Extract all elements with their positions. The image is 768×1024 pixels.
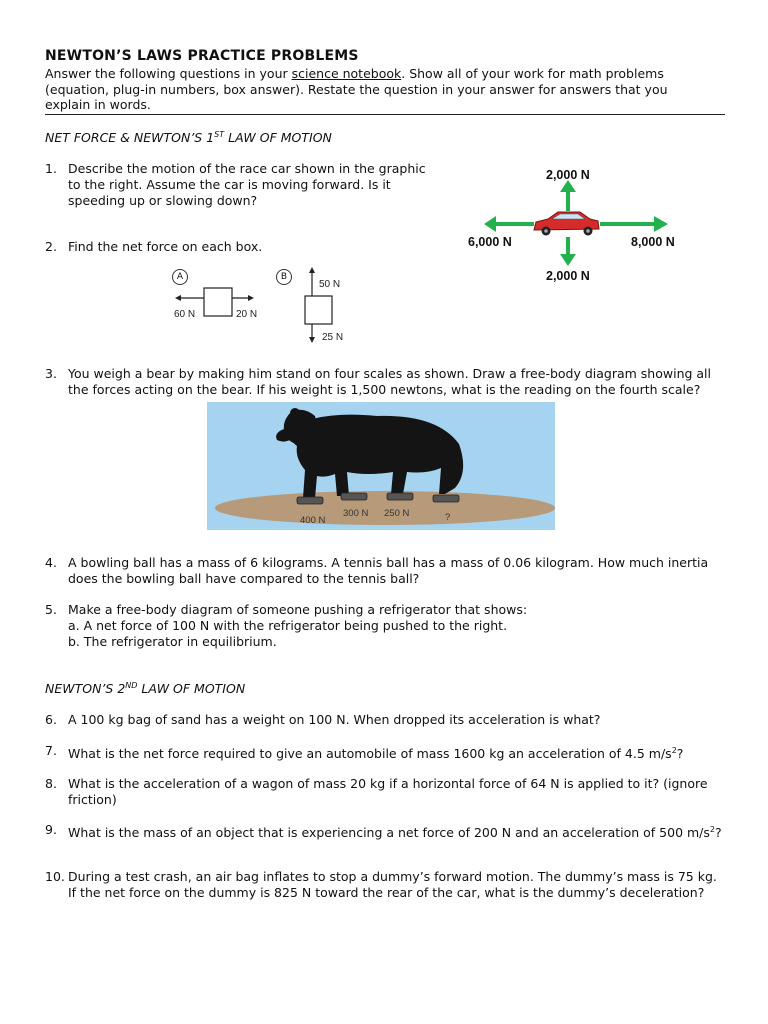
instructions-text-start: Answer the following questions in your <box>45 66 292 81</box>
question-9-text: What is the mass of an object that is experiencing a net force of 200 N and an acceleration of 500 m/s <box>68 825 710 841</box>
question-number: 10. <box>45 869 65 884</box>
page-title: NEWTON’S LAWS PRACTICE PROBLEMS <box>45 48 359 64</box>
question-5-line-1: Make a free-body diagram of someone pushing a refrigerator that shows: <box>68 602 528 617</box>
race-car-icon <box>534 212 599 236</box>
question-7 <box>45 743 725 762</box>
question-5 <box>45 602 725 650</box>
question-text: A bowling ball has a mass of 6 kilograms. A tennis ball has a mass of 0.06 kilogram. How much inertia does the bowling ball have compared to the tennis ball? <box>68 555 709 586</box>
instructions <box>45 66 715 113</box>
box-b-up-force: 50 N <box>319 279 341 290</box>
arrow-left-icon <box>484 216 534 232</box>
question-1 <box>45 161 440 209</box>
section-heading-end: LAW OF MOTION <box>137 681 246 697</box>
arrow-right-icon <box>600 216 668 232</box>
section-heading-end: LAW OF MOTION <box>224 130 332 146</box>
force-left-label: 6,000 N <box>468 235 512 249</box>
question-text: You weigh a bear by making him stand on four scales as shown. Draw a free-body diagram showing all the forces acting on the bear. If his weight is 1,500 newtons, what is the reading on the fourth scale? <box>68 366 712 397</box>
bear-on-scales-image <box>207 402 555 530</box>
section-heading-text: NEWTON’S 2 <box>45 681 126 697</box>
question-text: Describe the motion of the race car shown in the graphic to the right. Assume the car is moving forward. Is it speeding up or slowing down? <box>68 161 426 208</box>
bear-icon <box>276 408 463 498</box>
section-heading-sup: ND <box>125 681 138 690</box>
question-number: 9. <box>45 822 57 837</box>
question-7-end: ? <box>676 746 684 762</box>
box-a-marker: A <box>172 269 188 285</box>
force-down-label: 2,000 N <box>546 269 590 283</box>
scale-2-reading: 300 N <box>343 508 369 519</box>
question-5-line-3: b. The refrigerator in equilibrium. <box>68 634 277 649</box>
question-number: 1. <box>45 161 57 176</box>
section-heading-first-law <box>45 130 332 145</box>
question-2 <box>45 239 445 255</box>
question-number: 4. <box>45 555 57 570</box>
box-a-right-force: 20 N <box>236 309 258 320</box>
scale-1-reading: 400 N <box>300 515 326 526</box>
question-text <box>68 602 725 650</box>
question-text <box>68 743 725 762</box>
divider-line <box>45 114 725 115</box>
question-number: 2. <box>45 239 57 254</box>
question-text: Find the net force on each box. <box>68 239 263 254</box>
arrow-up-icon <box>560 180 576 211</box>
question-number: 6. <box>45 712 57 727</box>
question-number: 5. <box>45 602 57 617</box>
question-3 <box>45 366 725 398</box>
question-7-sup: 2 <box>671 746 677 755</box>
question-text <box>68 822 725 841</box>
question-number: 7. <box>45 743 57 758</box>
box-b-down-force: 25 N <box>322 332 344 343</box>
question-text: During a test crash, an air bag inflates to stop a dummy’s forward motion. The dummy’s mass is 75 kg. If the net force on the dummy is 825 N toward the rear of the car, what is the dummy’s deceleration? <box>68 869 717 900</box>
box-a-left-force: 60 N <box>174 309 196 320</box>
question-6 <box>45 712 725 728</box>
scale-4-reading: ? <box>445 512 451 523</box>
question-5-line-2: a. A net force of 100 N with the refrigerator being pushed to the right. <box>68 618 508 633</box>
question-text: What is the acceleration of a wagon of mass 20 kg if a horizontal force of 64 N is applied to it? (ignore friction) <box>68 776 708 807</box>
question-number: 3. <box>45 366 57 381</box>
question-9 <box>45 822 725 841</box>
section-heading-text: NET FORCE & NEWTON’S 1 <box>45 130 215 146</box>
section-heading-sup: ST <box>214 130 225 139</box>
question-9-sup: 2 <box>709 825 715 834</box>
question-4 <box>45 555 725 587</box>
box-b-marker: B <box>276 269 292 285</box>
question-number: 8. <box>45 776 57 791</box>
section-heading-second-law <box>45 681 245 696</box>
question-9-end: ? <box>715 825 722 841</box>
scale-3-reading: 250 N <box>384 508 410 519</box>
question-10 <box>45 869 725 901</box>
force-right-label: 8,000 N <box>631 235 675 249</box>
question-7-text: What is the net force required to give an automobile of mass 1600 kg an acceleration of 4.5 m/s <box>68 746 672 762</box>
instructions-text-end: . Show all of your work for math problems (equation, plug-in numbers, box answer). Restate the question in your answer for answers that you explain in words. <box>45 66 668 112</box>
question-8 <box>45 776 725 808</box>
question-text: A 100 kg bag of sand has a weight on 100 N. When dropped its acceleration is what? <box>68 712 601 727</box>
bear-scene-graphic <box>207 402 555 530</box>
science-notebook-text: science notebook <box>291 66 402 81</box>
race-car-force-diagram <box>468 162 698 292</box>
arrow-down-icon <box>560 237 576 266</box>
box-force-diagram <box>170 265 360 350</box>
force-up-label: 2,000 N <box>546 168 590 182</box>
